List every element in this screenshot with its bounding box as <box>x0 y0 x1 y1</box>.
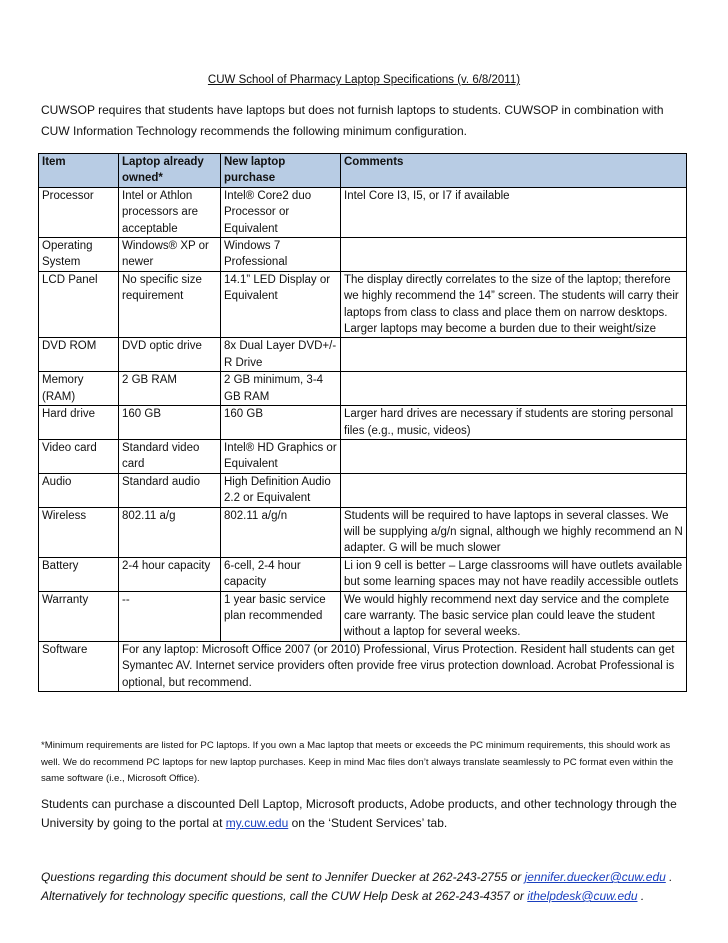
row-item: Processor <box>39 187 119 237</box>
row-new: Intel® Core2 duo Processor or Equivalent <box>221 187 341 237</box>
row-comments <box>341 238 687 272</box>
row-owned: No specific size requirement <box>119 271 221 338</box>
questions-line1: Questions regarding this document should be sent to Jennifer Duecker at 262-243-2755 or <box>41 870 525 884</box>
table-row-software <box>39 641 687 691</box>
row-comments: Larger hard drives are necessary if students are storing personal files (e.g., music, videos) <box>341 406 687 440</box>
table-row <box>39 271 687 338</box>
row-owned: Intel or Athlon processors are acceptable <box>119 187 221 237</box>
portal-link[interactable]: my.cuw.edu <box>225 816 289 830</box>
row-comments <box>341 439 687 473</box>
row-comments <box>341 473 687 507</box>
row-owned: Windows® XP or newer <box>119 238 221 272</box>
row-owned: 2 GB RAM <box>119 372 221 406</box>
row-new: High Definition Audio 2.2 or Equivalent <box>221 473 341 507</box>
row-comments: Intel Core I3, I5, or I7 if available <box>341 187 687 237</box>
row-item: Hard drive <box>39 406 119 440</box>
table-row <box>39 187 687 237</box>
table-row <box>39 591 687 641</box>
questions-line1-end: . <box>665 870 673 884</box>
intro-paragraph: CUWSOP requires that students have laptops but does not furnish laptops to students. CUWSOP in combination with CUW Information Technology recommends the following minimum configuration. <box>41 103 664 138</box>
row-comments: Li ion 9 cell is better – Large classrooms will have outlets available but some learning spaces may not have readily accessible outlets <box>341 557 687 591</box>
row-owned: 802.11 a/g <box>119 507 221 557</box>
table-row <box>39 338 687 372</box>
header-comments: Comments <box>341 154 687 188</box>
row-comments <box>341 338 687 372</box>
document-title: CUW School of Pharmacy Laptop Specifications (v. 6/8/2011) <box>207 74 521 86</box>
row-new: 802.11 a/g/n <box>221 507 341 557</box>
table-row <box>39 238 687 272</box>
table-row <box>39 473 687 507</box>
row-comments: The display directly correlates to the size of the laptop; therefore we highly recommend the 14” screen. The students will carry their laptops from class to class and place them on narrow desktops. Larger laptops may become a burden due to their weight/size <box>341 271 687 338</box>
row-owned: DVD optic drive <box>119 338 221 372</box>
helpdesk-email-link[interactable]: ithelpdesk@cuw.edu <box>527 889 638 903</box>
table-row <box>39 507 687 557</box>
row-item: Operating System <box>39 238 119 272</box>
contact-email-link[interactable]: jennifer.duecker@cuw.edu <box>524 870 666 884</box>
row-item: Warranty <box>39 591 119 641</box>
questions-line2: Alternatively for technology specific questions, call the CUW Help Desk at 262-243-4357 or <box>41 889 528 903</box>
questions-paragraph <box>41 868 701 906</box>
row-new: 6-cell, 2-4 hour capacity <box>221 557 341 591</box>
row-new: 160 GB <box>221 406 341 440</box>
header-new-laptop: New laptop purchase <box>221 154 341 188</box>
row-item: LCD Panel <box>39 271 119 338</box>
row-item: DVD ROM <box>39 338 119 372</box>
row-owned: -- <box>119 591 221 641</box>
header-item: Item <box>39 154 119 188</box>
row-new: Windows 7 Professional <box>221 238 341 272</box>
table-row <box>39 406 687 440</box>
row-new: 2 GB minimum, 3-4 GB RAM <box>221 372 341 406</box>
row-item: Wireless <box>39 507 119 557</box>
table-row <box>39 557 687 591</box>
row-comments <box>341 372 687 406</box>
row-item: Battery <box>39 557 119 591</box>
row-new: 1 year basic service plan recommended <box>221 591 341 641</box>
row-owned: 160 GB <box>119 406 221 440</box>
row-comments: Students will be required to have laptops in several classes. We will be supplying a/g/n signal, although we highly recommend an N adapter. G will be much slower <box>341 507 687 557</box>
table-row <box>39 439 687 473</box>
row-item: Memory (RAM) <box>39 372 119 406</box>
questions-line2-end: . <box>637 889 645 903</box>
row-new: 8x Dual Layer DVD+/-R Drive <box>221 338 341 372</box>
row-item: Video card <box>39 439 119 473</box>
laptop-spec-table <box>38 153 687 692</box>
header-laptop-owned: Laptop already owned* <box>119 154 221 188</box>
purchase-text-end: on the ‘Student Services’ tab. <box>288 816 448 830</box>
row-owned: Standard audio <box>119 473 221 507</box>
footnote: *Minimum requirements are listed for PC laptops. If you own a Mac laptop that meets or exceeds the PC minimum requirements, this should work as well. We do recommend PC laptops for new laptop purchases. Keep in mind Mac files don’t always translate seamlessly to PC format even within the same software (i.e., Microsoft Office). <box>41 740 674 784</box>
row-item: Audio <box>39 473 119 507</box>
row-new: 14.1” LED Display or Equivalent <box>221 271 341 338</box>
row-item: Software <box>39 641 119 691</box>
table-header-row <box>39 154 687 188</box>
table-row <box>39 372 687 406</box>
row-owned: 2-4 hour capacity <box>119 557 221 591</box>
purchase-paragraph <box>41 795 691 833</box>
row-new: Intel® HD Graphics or Equivalent <box>221 439 341 473</box>
software-text: For any laptop: Microsoft Office 2007 (or 2010) Professional, Virus Protection. Resident hall students can get Symantec AV. Internet service providers often provide free virus protection download. Acrobat Professional is optional, but recommend. <box>119 641 687 691</box>
row-owned: Standard video card <box>119 439 221 473</box>
row-comments: We would highly recommend next day service and the complete care warranty. The basic service plan could leave the student without a laptop for several weeks. <box>341 591 687 641</box>
purchase-text: Students can purchase a discounted Dell Laptop, Microsoft products, Adobe products, and other technology through the University by going to the portal at <box>41 797 677 830</box>
